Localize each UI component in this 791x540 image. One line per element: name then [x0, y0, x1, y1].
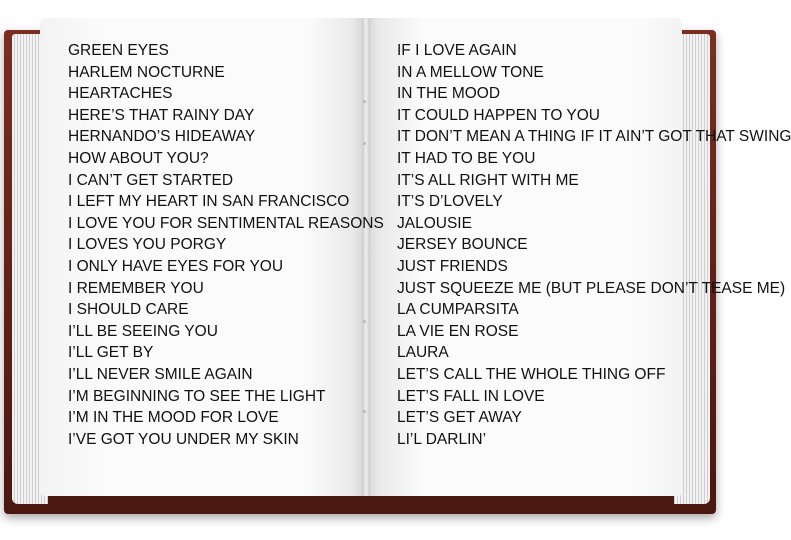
song-title: IF I LOVE AGAIN	[397, 42, 517, 59]
song-title: I REMEMBER YOU	[68, 279, 204, 297]
song-title: JALOUSIE	[397, 214, 472, 232]
song-title: LI’L DARLIN’	[397, 430, 487, 448]
song-title: HEARTACHES	[68, 85, 173, 103]
song-title: I LOVE YOU FOR SENTIMENTAL REASONS	[68, 214, 384, 232]
song-title: LA CUMPARSITA	[397, 301, 519, 319]
right-song-list	[397, 40, 791, 450]
song-title: JUST SQUEEZE ME (BUT PLEASE DON’T TEASE ME)	[397, 279, 786, 297]
song-title: I’LL BE SEEING YOU	[68, 322, 218, 340]
song-title: IT DON’T MEAN A THING IF IT AIN’T GOT THAT SWING	[397, 128, 791, 146]
song-title: I’M IN THE MOOD FOR LOVE	[68, 409, 279, 427]
song-title: JERSEY BOUNCE	[397, 236, 528, 254]
song-title: HERNANDO’S HIDEAWAY	[68, 128, 256, 146]
song-title: I’M BEGINNING TO SEE THE LIGHT	[68, 387, 326, 405]
song-title: HOW ABOUT YOU?	[68, 149, 209, 167]
song-title: GREEN EYES	[68, 42, 169, 59]
song-title: I’VE GOT YOU UNDER MY SKIN	[68, 430, 299, 448]
song-title: HERE’S THAT RAINY DAY	[68, 106, 255, 124]
song-title: IT’S ALL RIGHT WITH ME	[397, 171, 579, 189]
song-title: IN A MELLOW TONE	[397, 63, 544, 81]
song-title: LET’S GET AWAY	[397, 409, 522, 427]
song-title: JUST FRIENDS	[397, 257, 508, 275]
song-title: IT’S D’LOVELY	[397, 193, 503, 211]
song-title: I SHOULD CARE	[68, 301, 189, 319]
song-title: LET’S FALL IN LOVE	[397, 387, 545, 405]
song-title: I CAN’T GET STARTED	[68, 171, 234, 189]
left-song-list	[68, 40, 384, 450]
song-title: I’LL NEVER SMILE AGAIN	[68, 365, 253, 383]
song-title: LA VIE EN ROSE	[397, 322, 519, 340]
song-title: HARLEM NOCTURNE	[68, 63, 225, 81]
song-title: LAURA	[397, 344, 449, 362]
song-title: LET’S CALL THE WHOLE THING OFF	[397, 365, 666, 383]
song-title: IT COULD HAPPEN TO YOU	[397, 106, 600, 124]
song-title: I’LL GET BY	[68, 344, 154, 362]
song-title: I ONLY HAVE EYES FOR YOU	[68, 257, 284, 275]
song-title: IN THE MOOD	[397, 85, 501, 103]
song-title: I LOVES YOU PORGY	[68, 236, 227, 254]
song-title: I LEFT MY HEART IN SAN FRANCISCO	[68, 193, 350, 211]
song-title: IT HAD TO BE YOU	[397, 149, 536, 167]
